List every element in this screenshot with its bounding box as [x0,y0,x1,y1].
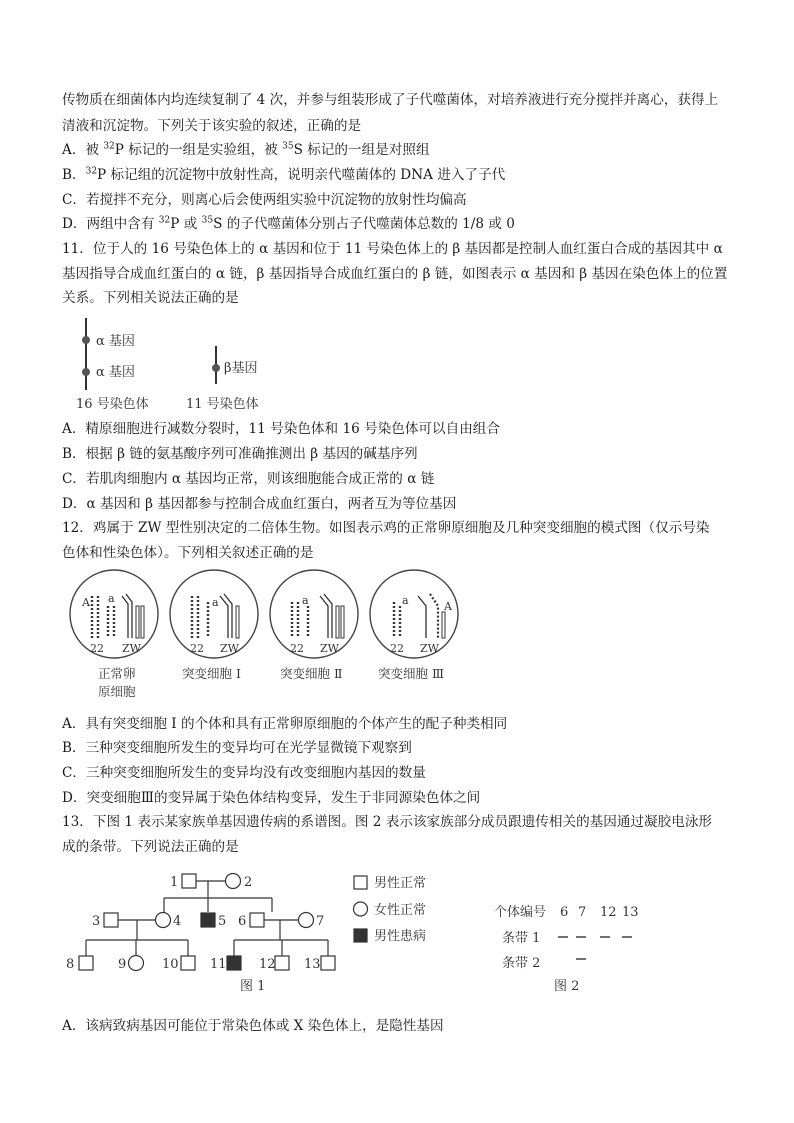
legend-male-normal-icon [354,876,367,889]
q11-option-d: D．α 基因和 β 基因都参与控制合成血红蛋白，两者互为等位基因 [62,496,457,512]
cell-mutant-3 [370,570,458,681]
q12-option-c: C．三种突变细胞所发生的变异均没有改变细胞内基因的数量 [62,765,426,781]
pedigree-male-13 [321,956,335,970]
band-individual-13: 13 [622,905,639,920]
q12-cell-figure [68,566,468,706]
pedigree-male-1 [182,874,196,888]
gene-A-label: A [444,600,452,613]
chromosome-16-label: 16 号染色体 [76,397,149,412]
q12-stem-line2: 色体和性染色体）。下列相关叙述正确的是 [62,545,314,561]
figure-1-caption: 图 1 [240,979,266,994]
q13-stem-line1: 13．下图 1 表示某家族单基因遗传病的系谱图。图 2 表示该家族部分成员跟遗传相关的基因通过凝胶电泳形 [62,814,713,830]
pedigree-affected-male-11 [227,956,241,970]
q10-option-b: B．$^{32}$P 标记组的沉淀物中放射性高，说明亲代噬菌体的 DNA 进入了子代 [62,166,506,183]
gene-a-label: a [302,594,309,607]
q12-stem-line1: 12．鸡属于 ZW 型性别决定的二倍体生物。如图表示鸡的正常卵原细胞及几种突变细胞的模式图（仅示号染 [62,520,710,536]
q11-stem-line1: 11．位于人的 16 号染色体上的 α 基因和位于 11 号染色体上的 β 基因都是控制人血红蛋白合成的基因其中 α [62,241,723,257]
pedigree-male-8 [79,956,93,970]
gene-A-label: A [82,596,90,609]
q13-band-figure [490,900,670,996]
q11-option-a: A．精原细胞进行减数分裂时，11 号染色体和 16 号染色体可以自由组合 [62,421,500,437]
band-2-label: 条带 2 [502,956,541,971]
q13-stem-line2: 成的条带。下列说法正确的是 [62,839,239,855]
legend-male-normal: 男性正常 [374,876,427,891]
pedigree-id-7: 7 [316,914,325,929]
autosome-number: 22 [190,642,204,655]
alpha-gene-label-2: α 基因 [96,365,135,380]
autosome-number: 22 [390,642,404,655]
q10-option-d: D．两组中含有 $^{32}$P 或 $^{35}$S 的子代噬菌体分别占子代噬菌体总数的 1/8 或 0 [62,215,515,232]
pedigree-id-9: 9 [118,957,127,972]
pedigree-id-1: 1 [170,875,179,890]
cell-normal-label-1: 正常卵 [98,666,136,681]
band-header-label: 个体编号 [494,905,547,920]
pedigree-id-12: 12 [259,957,276,972]
pedigree-male-10 [181,956,195,970]
cell-mutant-1 [170,570,258,681]
q12-option-a: A．具有突变细胞 Ⅰ 的个体和具有正常卵原细胞的个体产生的配子种类相同 [62,716,508,732]
alpha-gene-label-1: α 基因 [96,334,135,349]
pedigree-male-12 [275,956,289,970]
cell-mutant-3-label: 突变细胞 Ⅲ [378,666,445,681]
cell-mutant-1-label: 突变细胞 Ⅰ [182,666,241,681]
q11-option-c: C．若肌肉细胞内 α 基因均正常，则该细胞能合成正常的 α 链 [62,471,435,487]
pedigree-id-11: 11 [210,957,227,972]
autosome-number: 22 [290,642,304,655]
q10-stem-line1: 传物质在细菌体内均连续复制了 4 次，并参与组装形成了子代噬菌体，对培养液进行充分搅拌并离心，获得上 [62,92,719,108]
q11-chromosome-figure [70,314,290,414]
band-individual-7: 7 [578,905,587,920]
band-individual-12: 12 [600,905,617,920]
pedigree-id-3: 3 [92,914,101,929]
cell-normal-label-2: 原细胞 [98,684,136,699]
chromosome-11-label: 11 号染色体 [186,397,259,412]
autosome-number: 22 [90,642,104,655]
gene-a-label: a [402,594,409,607]
sex-chromosome-label: ZW [220,642,239,655]
cell-mutant-2-label: 突变细胞 Ⅱ [280,666,343,681]
pedigree-id-4: 4 [173,914,182,929]
legend-male-affected: 男性患病 [374,929,427,944]
q13-pedigree-figure [60,864,360,994]
q12-option-d: D．突变细胞Ⅲ的变异属于染色体结构变异，发生于非同源染色体之间 [62,790,481,806]
gene-a-label: a [108,592,115,605]
pedigree-id-2: 2 [244,875,253,890]
sex-chromosome-label: ZW [122,642,141,655]
pedigree-female-2 [226,874,241,889]
alpha-gene-locus-2 [82,368,90,376]
pedigree-id-5: 5 [218,914,227,929]
q10-option-a: A．被 $^{32}$P 标记的一组是实验组，被 $^{35}$S 标记的一组是对照组 [62,141,430,158]
pedigree-legend [350,872,460,952]
figure-2-caption: 图 2 [554,979,580,994]
pedigree-id-6: 6 [238,914,247,929]
legend-female-normal-icon [354,902,368,916]
band-marks [558,937,632,959]
pedigree-id-13: 13 [304,957,321,972]
pedigree-affected-male-5 [201,913,215,927]
q11-option-b: B．根据 β 链的氨基酸序列可准确推测出 β 基因的碱基序列 [62,446,418,462]
sex-chromosome-label: ZW [320,642,339,655]
q10-option-c: C．若搅拌不充分，则离心后会使两组实验中沉淀物的放射性均偏高 [62,192,467,208]
pedigree-id-10: 10 [162,957,179,972]
legend-male-affected-icon [354,929,367,942]
beta-gene-label: β基因 [224,361,258,376]
beta-gene-locus [212,364,220,372]
cell-normal [70,570,158,699]
q10-stem-line2: 清液和沉淀物。下列关于该实验的叙述，正确的是 [62,118,362,134]
gene-a-label: a [212,596,219,609]
legend-female-normal: 女性正常 [374,903,427,918]
alpha-gene-locus-1 [82,336,90,344]
q12-option-b: B．三种突变细胞所发生的变异均可在光学显微镜下观察到 [62,740,412,756]
cell-mutant-2 [270,570,358,681]
q13-option-a: A．该病致病基因可能位于常染色体或 X 染色体上，是隐性基因 [62,1018,444,1034]
band-1-label: 条带 1 [502,931,541,946]
pedigree-female-4 [156,913,171,928]
pedigree-female-9 [129,956,144,971]
band-individual-6: 6 [560,905,569,920]
sex-chromosome-label: ZW [420,642,439,655]
pedigree-id-8: 8 [66,957,75,972]
pedigree-male-3 [104,913,118,927]
q11-stem-line2: 基因指导合成血红蛋白的 α 链，β 基因指导合成血红蛋白的 β 链，如图表示 α 基因和 β 基因在染色体上的位置 [62,266,728,282]
q11-stem-line3: 关系。下列相关说法正确的是 [62,290,239,306]
pedigree-male-6 [250,913,264,927]
pedigree-female-7 [299,913,314,928]
